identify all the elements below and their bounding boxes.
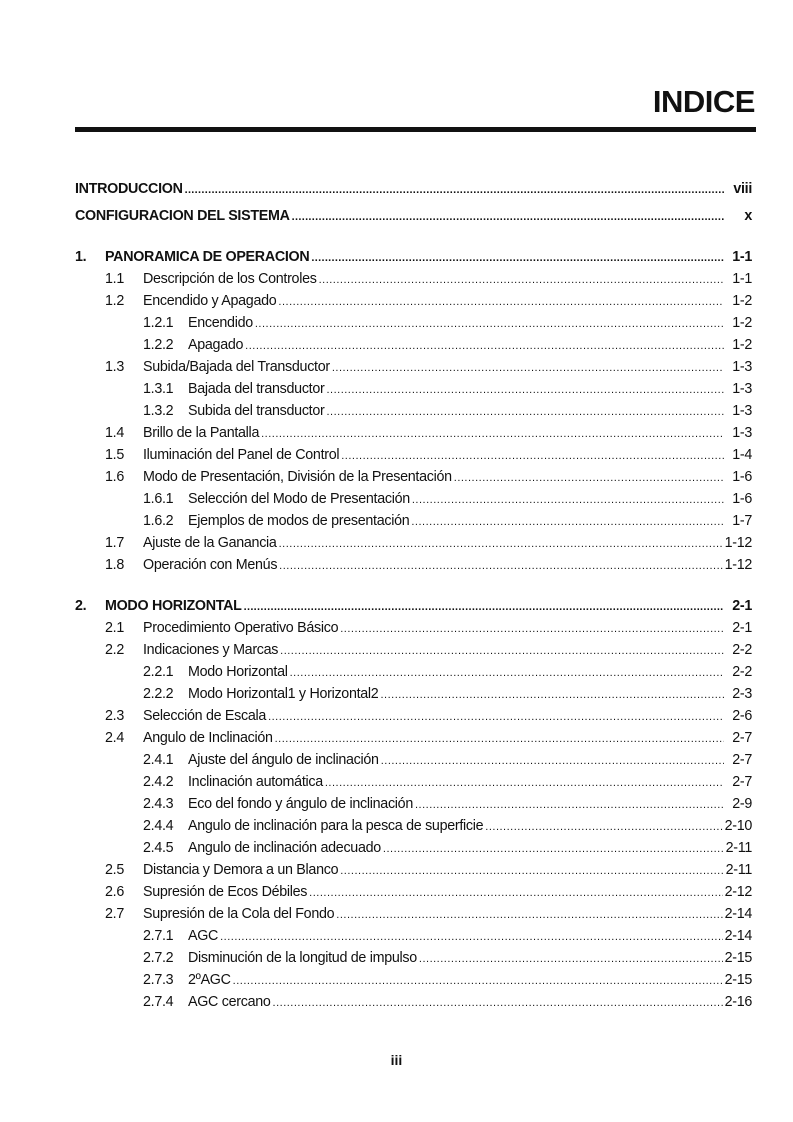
toc-number: 2.6 — [105, 884, 124, 900]
toc-page-number: 2-14 — [724, 928, 752, 944]
toc-page-number: x — [744, 208, 752, 224]
toc-leader-dots — [341, 445, 724, 467]
toc-leader-dots — [340, 618, 724, 640]
toc-leader-dots — [280, 640, 724, 662]
toc-number: 2.4.4 — [143, 818, 174, 834]
toc-number: 2. — [75, 598, 87, 614]
toc-label: Disminución de la longitud de impulso — [188, 950, 417, 966]
toc-subsection[interactable] — [75, 334, 752, 356]
toc-page-number: 2-12 — [724, 884, 752, 900]
toc-label: Selección del Modo de Presentación — [188, 491, 410, 507]
toc-subsection[interactable] — [75, 991, 752, 1013]
toc-number: 1.2.1 — [143, 315, 174, 331]
toc-label: Ejemplos de modos de presentación — [188, 513, 410, 529]
toc-page-number: 2-7 — [732, 730, 752, 746]
toc-subsection[interactable] — [75, 749, 752, 771]
toc-label: AGC cercano — [188, 994, 271, 1010]
toc-page-number: 2-3 — [732, 686, 752, 702]
toc-page-number: 2-6 — [732, 708, 752, 724]
toc-label: CONFIGURACION DEL SISTEMA — [75, 208, 290, 224]
toc-label: Encendido y Apagado — [143, 293, 277, 309]
toc-label: Ajuste del ángulo de inclinación — [188, 752, 379, 768]
toc-leader-dots — [261, 423, 724, 445]
toc-page-number: 2-16 — [724, 994, 752, 1010]
toc-number: 1.2.2 — [143, 337, 174, 353]
toc-page-number: 1-6 — [732, 491, 752, 507]
toc-label: Bajada del transductor — [188, 381, 325, 397]
toc-leader-dots — [419, 948, 723, 970]
toc-label: MODO HORIZONTAL — [105, 598, 242, 614]
toc-page-number: 1-1 — [732, 271, 752, 287]
toc-label: PANORAMICA DE OPERACION — [105, 249, 310, 265]
toc-label: Descripción de los Controles — [143, 271, 317, 287]
toc-leader-dots — [233, 970, 723, 992]
toc-label: Indicaciones y Marcas — [143, 642, 279, 658]
toc-section[interactable] — [75, 356, 752, 378]
toc-page-number: 1-1 — [732, 249, 752, 265]
toc-page-number: 2-7 — [732, 774, 752, 790]
toc-page-number: 2-15 — [724, 972, 752, 988]
toc-page-number: 2-10 — [724, 818, 752, 834]
toc-section[interactable] — [75, 859, 752, 881]
toc-page-number: 1-3 — [732, 359, 752, 375]
toc-number: 2.4 — [105, 730, 124, 746]
toc-leader-dots — [244, 596, 724, 618]
toc-leader-dots — [292, 206, 724, 228]
toc-subsection[interactable] — [75, 510, 752, 532]
toc-subsection[interactable] — [75, 661, 752, 683]
toc-page-number: 1-6 — [732, 469, 752, 485]
toc-section[interactable] — [75, 639, 752, 661]
toc-label: Angulo de Inclinación — [143, 730, 273, 746]
toc-page-number: 1-2 — [732, 315, 752, 331]
toc-page-number: 2-2 — [732, 664, 752, 680]
toc-label: AGC — [188, 928, 219, 944]
toc-number: 1. — [75, 249, 87, 265]
toc-number: 2.4.3 — [143, 796, 174, 812]
toc-number: 2.4.5 — [143, 840, 174, 856]
toc-page-number: 2-2 — [732, 642, 752, 658]
toc-chapter[interactable] — [75, 178, 752, 200]
toc-section[interactable] — [75, 554, 752, 576]
toc-number: 2.1 — [105, 620, 124, 636]
toc-number: 1.3.2 — [143, 403, 174, 419]
toc-chapter[interactable] — [75, 595, 752, 617]
toc-leader-dots — [380, 684, 724, 706]
toc-subsection[interactable] — [75, 771, 752, 793]
toc-leader-dots — [220, 926, 722, 948]
toc-label: Inclinación automática — [188, 774, 323, 790]
toc-number: 1.4 — [105, 425, 124, 441]
toc-number: 1.6.2 — [143, 513, 174, 529]
toc-page-number: 1-12 — [724, 557, 752, 573]
toc-number: 2.3 — [105, 708, 124, 724]
toc-number: 2.5 — [105, 862, 124, 878]
toc-leader-dots — [336, 904, 722, 926]
toc-leader-dots — [309, 882, 722, 904]
toc-number: 2.4.1 — [143, 752, 174, 768]
toc-section[interactable] — [75, 290, 752, 312]
toc-page-number: 1-3 — [732, 403, 752, 419]
toc-subsection[interactable] — [75, 378, 752, 400]
toc-label: Operación con Menús — [143, 557, 278, 573]
toc-number: 2.7.2 — [143, 950, 174, 966]
page-number: iii — [390, 1052, 403, 1068]
toc-leader-dots — [311, 247, 724, 269]
page-title: INDICE — [652, 84, 755, 119]
toc-label: Selección de Escala — [143, 708, 267, 724]
toc-number: 1.6 — [105, 469, 124, 485]
toc-subsection[interactable] — [75, 815, 752, 837]
toc-label: Modo Horizontal1 y Horizontal2 — [188, 686, 379, 702]
toc-leader-dots — [485, 816, 722, 838]
toc-leader-dots — [255, 313, 724, 335]
toc-number: 1.1 — [105, 271, 124, 287]
toc-page-number: 2-14 — [724, 906, 752, 922]
title-rule — [75, 127, 756, 132]
toc-number: 2.2.1 — [143, 664, 174, 680]
toc-section[interactable] — [75, 422, 752, 444]
toc-leader-dots — [326, 401, 724, 423]
toc-leader-dots — [381, 750, 724, 772]
toc-leader-dots — [332, 357, 724, 379]
toc-page-number: 1-4 — [732, 447, 752, 463]
toc-subsection[interactable] — [75, 312, 752, 334]
toc-number: 1.6.1 — [143, 491, 174, 507]
toc-number: 1.8 — [105, 557, 124, 573]
toc-section[interactable] — [75, 617, 752, 639]
toc-leader-dots — [383, 838, 724, 860]
toc-page-number: 1-2 — [732, 293, 752, 309]
toc-page-number: 2-7 — [732, 752, 752, 768]
toc-leader-dots — [275, 728, 724, 750]
toc-page-number: 2-11 — [725, 862, 752, 878]
toc-leader-dots — [245, 335, 724, 357]
toc-section[interactable] — [75, 466, 752, 488]
toc-leader-dots — [411, 511, 724, 533]
toc-page-number: 2-1 — [732, 620, 752, 636]
toc-label: Angulo de inclinación adecuado — [188, 840, 381, 856]
toc-subsection[interactable] — [75, 969, 752, 991]
toc-page-number: viii — [733, 181, 752, 197]
toc-subsection[interactable] — [75, 837, 752, 859]
toc-label: INTRODUCCION — [75, 181, 183, 197]
toc-chapter[interactable] — [75, 205, 752, 227]
table-of-contents — [75, 178, 752, 1013]
toc-label: Iluminación del Panel de Control — [143, 447, 340, 463]
toc-leader-dots — [415, 794, 724, 816]
toc-page-number: 2-9 — [732, 796, 752, 812]
toc-section[interactable] — [75, 903, 752, 925]
toc-label: Procedimiento Operativo Básico — [143, 620, 339, 636]
toc-subsection[interactable] — [75, 925, 752, 947]
toc-subsection[interactable] — [75, 683, 752, 705]
toc-label: Brillo de la Pantalla — [143, 425, 260, 441]
toc-label: Subida/Bajada del Transductor — [143, 359, 330, 375]
toc-number: 2.7 — [105, 906, 124, 922]
toc-label: Encendido — [188, 315, 253, 331]
toc-number: 2.2.2 — [143, 686, 174, 702]
toc-leader-dots — [412, 489, 724, 511]
toc-page-number: 2-15 — [724, 950, 752, 966]
toc-leader-dots — [290, 662, 724, 684]
toc-subsection[interactable] — [75, 947, 752, 969]
toc-label: Angulo de inclinación para la pesca de superficie — [188, 818, 484, 834]
toc-section[interactable] — [75, 705, 752, 727]
toc-page-number: 1-3 — [732, 425, 752, 441]
toc-page-number: 1-7 — [732, 513, 752, 529]
toc-label: Modo de Presentación, División de la Presentación — [143, 469, 452, 485]
toc-section[interactable] — [75, 268, 752, 290]
toc-number: 2.2 — [105, 642, 124, 658]
toc-leader-dots — [279, 555, 722, 577]
toc-leader-dots — [319, 269, 724, 291]
toc-number: 1.3.1 — [143, 381, 174, 397]
toc-leader-dots — [278, 291, 724, 313]
toc-number: 2.7.3 — [143, 972, 174, 988]
toc-leader-dots — [454, 467, 724, 489]
toc-leader-dots — [326, 379, 724, 401]
toc-label: Ajuste de la Ganancia — [143, 535, 277, 551]
toc-number: 1.7 — [105, 535, 124, 551]
toc-label: Modo Horizontal — [188, 664, 288, 680]
toc-number: 2.7.1 — [143, 928, 174, 944]
toc-label: Distancia y Demora a un Blanco — [143, 862, 339, 878]
toc-number: 1.3 — [105, 359, 124, 375]
toc-label: 2ºAGC — [188, 972, 231, 988]
toc-label: Eco del fondo y ángulo de inclinación — [188, 796, 413, 812]
toc-page-number: 2-11 — [725, 840, 752, 856]
toc-label: Apagado — [188, 337, 244, 353]
toc-section[interactable] — [75, 532, 752, 554]
toc-number: 2.4.2 — [143, 774, 174, 790]
toc-page-number: 2-1 — [732, 598, 752, 614]
toc-section[interactable] — [75, 727, 752, 749]
toc-subsection[interactable] — [75, 400, 752, 422]
toc-label: Supresión de la Cola del Fondo — [143, 906, 335, 922]
toc-page-number: 1-3 — [732, 381, 752, 397]
toc-subsection[interactable] — [75, 793, 752, 815]
toc-chapter[interactable] — [75, 246, 752, 268]
toc-leader-dots — [273, 992, 723, 1014]
toc-label: Supresión de Ecos Débiles — [143, 884, 308, 900]
toc-number: 1.5 — [105, 447, 124, 463]
toc-label: Subida del transductor — [188, 403, 325, 419]
toc-section[interactable] — [75, 881, 752, 903]
toc-leader-dots — [279, 533, 723, 555]
toc-page-number: 1-2 — [732, 337, 752, 353]
toc-number: 1.2 — [105, 293, 124, 309]
toc-section[interactable] — [75, 444, 752, 466]
toc-leader-dots — [325, 772, 724, 794]
toc-leader-dots — [268, 706, 724, 728]
toc-leader-dots — [340, 860, 723, 882]
toc-page-number: 1-12 — [724, 535, 752, 551]
toc-number: 2.7.4 — [143, 994, 174, 1010]
toc-subsection[interactable] — [75, 488, 752, 510]
toc-leader-dots — [185, 179, 724, 201]
